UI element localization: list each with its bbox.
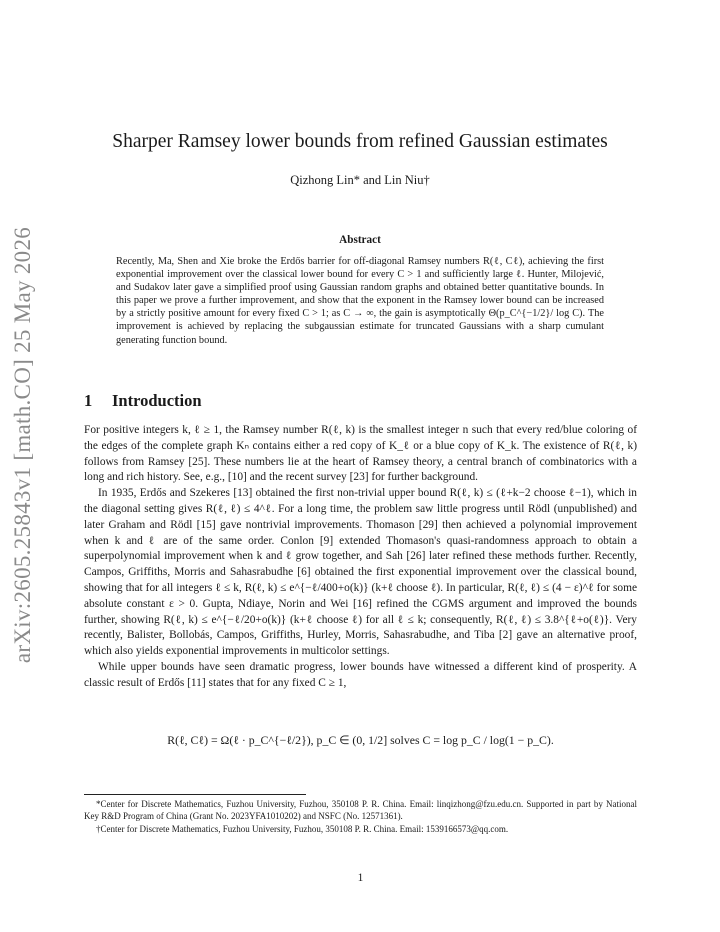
section-body xyxy=(84,423,637,692)
paper-title: Sharper Ramsey lower bounds from refined Gaussian estimates xyxy=(112,131,608,152)
abstract-heading: Abstract xyxy=(339,234,381,246)
section-title: Introduction xyxy=(112,391,202,410)
arxiv-identifier: arXiv:2605.25843v1 [math.CO] 25 May 2026 xyxy=(10,226,35,664)
display-equation: R(ℓ, Cℓ) = Ω(ℓ · p_C^{−ℓ/2}), p_C ∈ (0, 1/2] solves C = log p_C / log(1 − p_C). xyxy=(167,733,554,747)
paper-authors: Qizhong Lin* and Lin Niu† xyxy=(290,173,430,187)
page-number: 1 xyxy=(357,872,364,884)
footnote-1: *Center for Discrete Mathematics, Fuzhou University, Fuzhou, 350108 P. R. China. Email: linqizhong@fzu.edu.cn. Supported in part by National Key R&D Program of China (Grant No. 2023YFA1010202) and NSFC (No. 12571361). xyxy=(84,799,637,822)
section-number: 1 xyxy=(84,391,93,410)
footnote-rule xyxy=(84,794,306,795)
paragraph-3: While upper bounds have seen dramatic progress, lower bounds have witnessed a different kind of prosperity. A classic result of Erdős [11] states that for any fixed C ≥ 1, xyxy=(84,660,637,689)
footnotes xyxy=(84,798,637,835)
section-heading xyxy=(84,391,202,411)
footnote-2: †Center for Discrete Mathematics, Fuzhou University, Fuzhou, 350108 P. R. China. Email: 1539166573@qq.com. xyxy=(96,823,509,834)
paragraph-1: For positive integers k, ℓ ≥ 1, the Ramsey number R(ℓ, k) is the smallest integer n such that every red/blue coloring of the edges of the complete graph Kₙ contains either a red copy of K_ℓ or a blue copy of K_k. The existence of R(ℓ, k) follows from Ramsey [25]. These numbers lie at the heart of Ramsey theory, a central branch of combinatorics with a long and rich history. See, e.g., [10] and the recent survey [23] for further background. xyxy=(84,424,637,484)
abstract-text: Recently, Ma, Shen and Xie broke the Erdős barrier for off-diagonal Ramsey numbers R(ℓ, Cℓ), achieving the first exponential improvement over the classical lower bound for every C > 1 and sufficiently large ℓ. Hunter, Milojević, and Sudakov later gave a simplified proof using Gaussian random graphs and obtained better quantitative bounds. In this paper we prove a further improvement, and show that the exponent in the Ramsey lower bound can be increased by a strictly positive amount for every fixed C > 1; as C → ∞, the gain is asymptotically Θ(p_C^{−1/2}/ log C). The improvement is achieved by replacing the subgaussian estimate for truncated Gaussians with a sharp cumulant generating function bound. xyxy=(116,256,604,346)
paragraph-2: In 1935, Erdős and Szekeres [13] obtained the first non-trivial upper bound R(ℓ, k) ≤ (ℓ+k−2 choose ℓ−1), which in the diagonal setting gives R(ℓ, ℓ) ≤ 4^ℓ. For a long time, the problem saw little progress until Rödl (unpublished) and later Graham and Rödl [15] gave nontrivial improvements. Thomason [29] then achieved a polynomial improvement when k and ℓ are of the same order. Conlon [9] extended Thomason's quasi-randomness approach to obtain a superpolynomial improvement when k and ℓ grow together, and Sah [26] later refined these methods further. Recently, Campos, Griffiths, Morris and Sahasrabudhe [6] obtained the first exponential improvement over the classical bound, showing that for all integers ℓ ≤ k, R(ℓ, k) ≤ e^{−ℓ/400+o(k)} (k+ℓ choose ℓ). In particular, R(ℓ, ℓ) ≤ (4 − ε)^ℓ for some absolute constant ε > 0. Gupta, Ndiaye, Norin and Wei [16] refined the CGMS argument and improved the bounds further, showing R(ℓ, k) ≤ e^{−ℓ/20+o(k)} (k+ℓ choose ℓ) for all ℓ ≤ k; consequently, R(ℓ, ℓ) ≤ 3.8^{ℓ+o(ℓ)}. Very recently, Balister, Bollobás, Campos, Griffiths, Hurley, Morris, Sahasrabudhe, and Tiba [2] gave an alternative proof, which also yields exponential improvements in multicolor settings. xyxy=(84,487,637,658)
